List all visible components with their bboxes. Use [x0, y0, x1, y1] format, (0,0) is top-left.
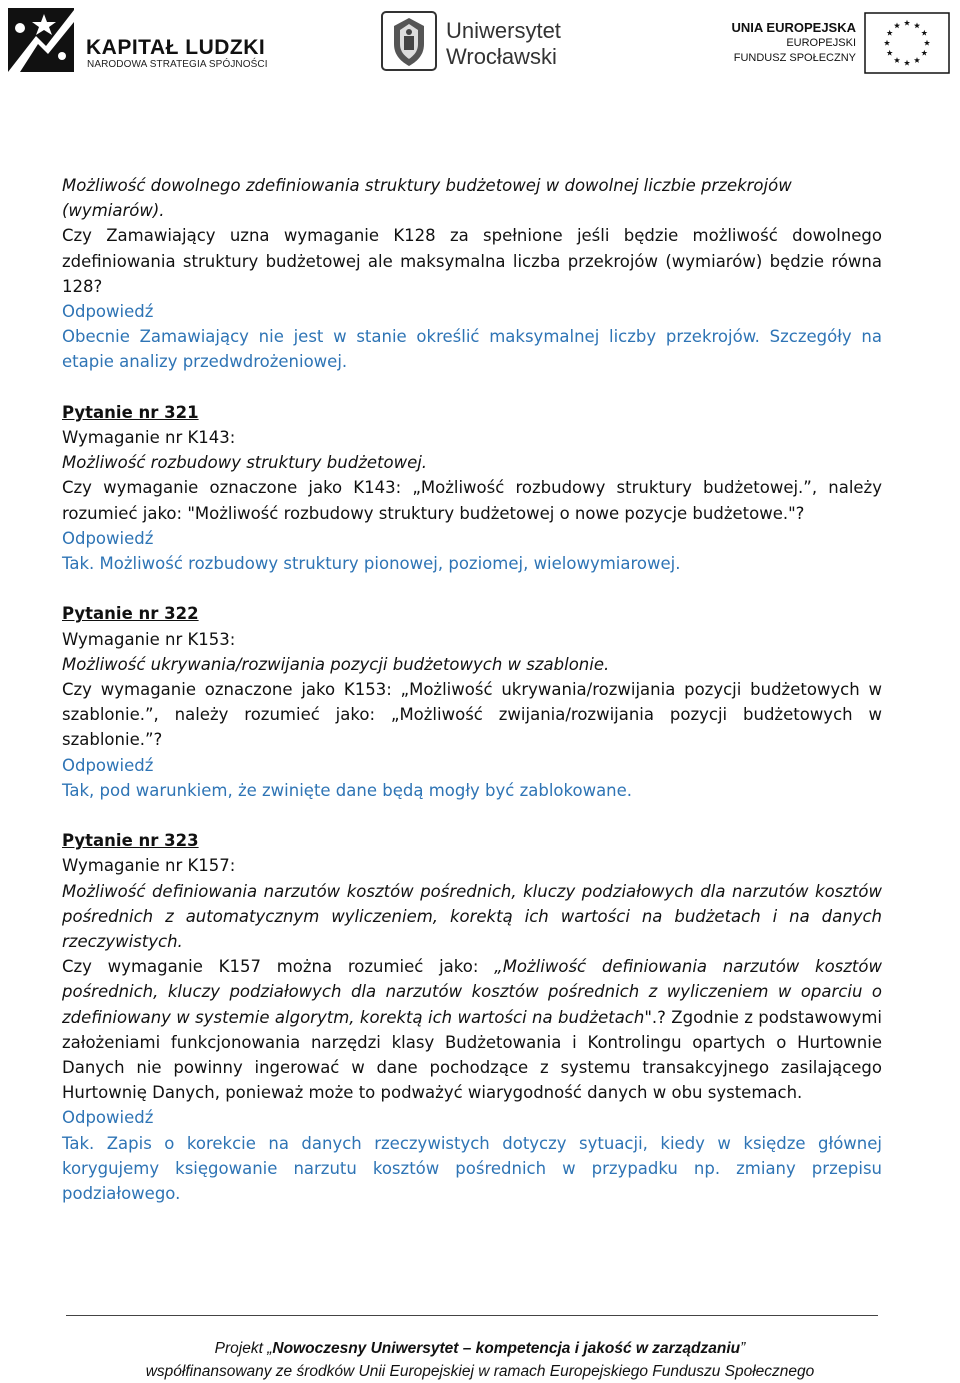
question-323-answer: Tak. Zapis o korekcie na danych rzeczywistych dotyczy sytuacji, kiedy w księdze głównej korygujemy księgowanie narzutu kosztów pośrednich w przypadku np. zmiany przepisu podziałowego. — [62, 1133, 882, 1204]
question-323-tail: ".? Zgodnie z podstawowymi założeniami funkcjonowania narzędzi klasy Budżetowania i Kontrolingu opartych o Hurtownie Danych nie powinny ingerować w dane pochodzące z systemu transakcyjnego zasilającego Hurtownię Danych, ponieważ może to podważyć wiarygodność danych w obu systemach. — [62, 1007, 882, 1103]
kapital-ludzki-title: KAPITAŁ LUDZKI — [86, 36, 266, 59]
page-header — [0, 0, 960, 80]
intro-requirement: Możliwość dowolnego zdefiniowania struktury budżetowej w dowolnej liczbie przekrojów (wymiarów). — [62, 176, 792, 221]
intro-answer-label: Odpowiedź — [62, 302, 154, 322]
question-321-text: Czy wymaganie oznaczone jako K143: „Możliwość rozbudowy struktury budżetowej.”, należy rozumieć jako: "Możliwość rozbudowy struktury budżetowej o nowe pozycje budżetowe."? — [62, 478, 882, 523]
footer-project-suffix: ” — [740, 1340, 746, 1357]
question-321-req-id: Wymaganie nr K143: — [62, 428, 236, 448]
question-322-answer: Tak, pod warunkiem, że zwinięte dane będą mogły być zablokowane. — [62, 780, 633, 800]
university-crest-icon — [380, 10, 438, 72]
footer-project-name: Nowoczesny Uniwersytet – kompetencja i jakość w zarządzaniu — [272, 1340, 741, 1357]
question-322-text: Czy wymaganie oznaczone jako K153: „Możliwość ukrywania/rozwijania pozycji budżetowych w szablonie.”, należy rozumieć jako: „Możliwość zwijania/rozwijania pozycji budżetowych w szablonie.”? — [62, 680, 882, 750]
question-322-req-id: Wymaganie nr K153: — [62, 629, 236, 649]
kapital-ludzki-mark-icon — [6, 6, 76, 74]
question-323-answer-label: Odpowiedź — [62, 1108, 154, 1128]
question-323-requirement: Możliwość definiowania narzutów kosztów pośrednich, kluczy podziałowych dla narzutów kosztów pośrednich z automatycznym wyliczeniem, korektą ich wartości na budżetach i na danych rzeczywistych. — [62, 881, 882, 952]
question-323-title: Pytanie nr 323 — [62, 831, 199, 851]
question-321-answer-label: Odpowiedź — [62, 528, 154, 548]
question-323-lead: Czy wymaganie K157 można rozumieć jako: — [62, 957, 495, 977]
kapital-ludzki-logo — [6, 6, 276, 74]
kapital-ludzki-subtitle: NARODOWA STRATEGIA SPÓJNOŚCI — [87, 59, 268, 70]
university-name-line1: Uniwersytet — [446, 18, 561, 43]
question-321-title: Pytanie nr 321 — [62, 402, 199, 422]
intro-answer: Obecnie Zamawiający nie jest w stanie określić maksymalnej liczby przekrojów. Szczegóły na etapie analizy przedwdrożeniowej. — [62, 327, 882, 372]
footer-project-line — [0, 1340, 960, 1358]
university-logo — [380, 10, 580, 72]
question-322-requirement: Możliwość ukrywania/rozwijania pozycji budżetowych w szablonie. — [62, 654, 610, 674]
university-name-line2: Wrocławski — [446, 44, 557, 69]
footer-project-prefix: Projekt „ — [214, 1340, 273, 1357]
document-body — [62, 173, 882, 1206]
question-321-requirement: Możliwość rozbudowy struktury budżetowej. — [62, 453, 428, 473]
eu-fund-line2: FUNDUSZ SPOŁECZNY — [733, 52, 856, 64]
question-323-req-id: Wymaganie nr K157: — [62, 856, 236, 876]
eu-title: UNIA EUROPEJSKA — [731, 20, 856, 35]
question-321-answer: Tak. Możliwość rozbudowy struktury pionowej, poziomej, wielowymiarowej. — [62, 554, 681, 574]
eu-logo — [728, 12, 954, 74]
footer-funding-line: współfinansowany ze środków Unii Europejskiej w ramach Europejskiego Funduszu Społecznego — [145, 1363, 815, 1380]
intro-question: Czy Zamawiający uzna wymaganie K128 za spełnione jeśli będzie możliwość dowolnego zdefiniowania struktury budżetowej ale maksymalna liczba przekrojów (wymiarów) będzie równa 128? — [62, 226, 882, 296]
eu-flag-icon — [864, 12, 950, 74]
question-323-text — [62, 954, 882, 1105]
question-322-answer-label: Odpowiedź — [62, 755, 154, 775]
footer-divider — [66, 1315, 878, 1316]
question-322-title: Pytanie nr 322 — [62, 604, 199, 624]
eu-fund-line1: EUROPEJSKI — [786, 37, 856, 49]
question-323-quote: „Możliwość definiowania narzutów kosztów pośrednich, kluczy podziałowych dla narzutów kosztów pośrednich z wyliczeniem w oparciu o zdefiniowany w systemie algorytm, korektą ich wartości na budżetach — [62, 957, 882, 1027]
